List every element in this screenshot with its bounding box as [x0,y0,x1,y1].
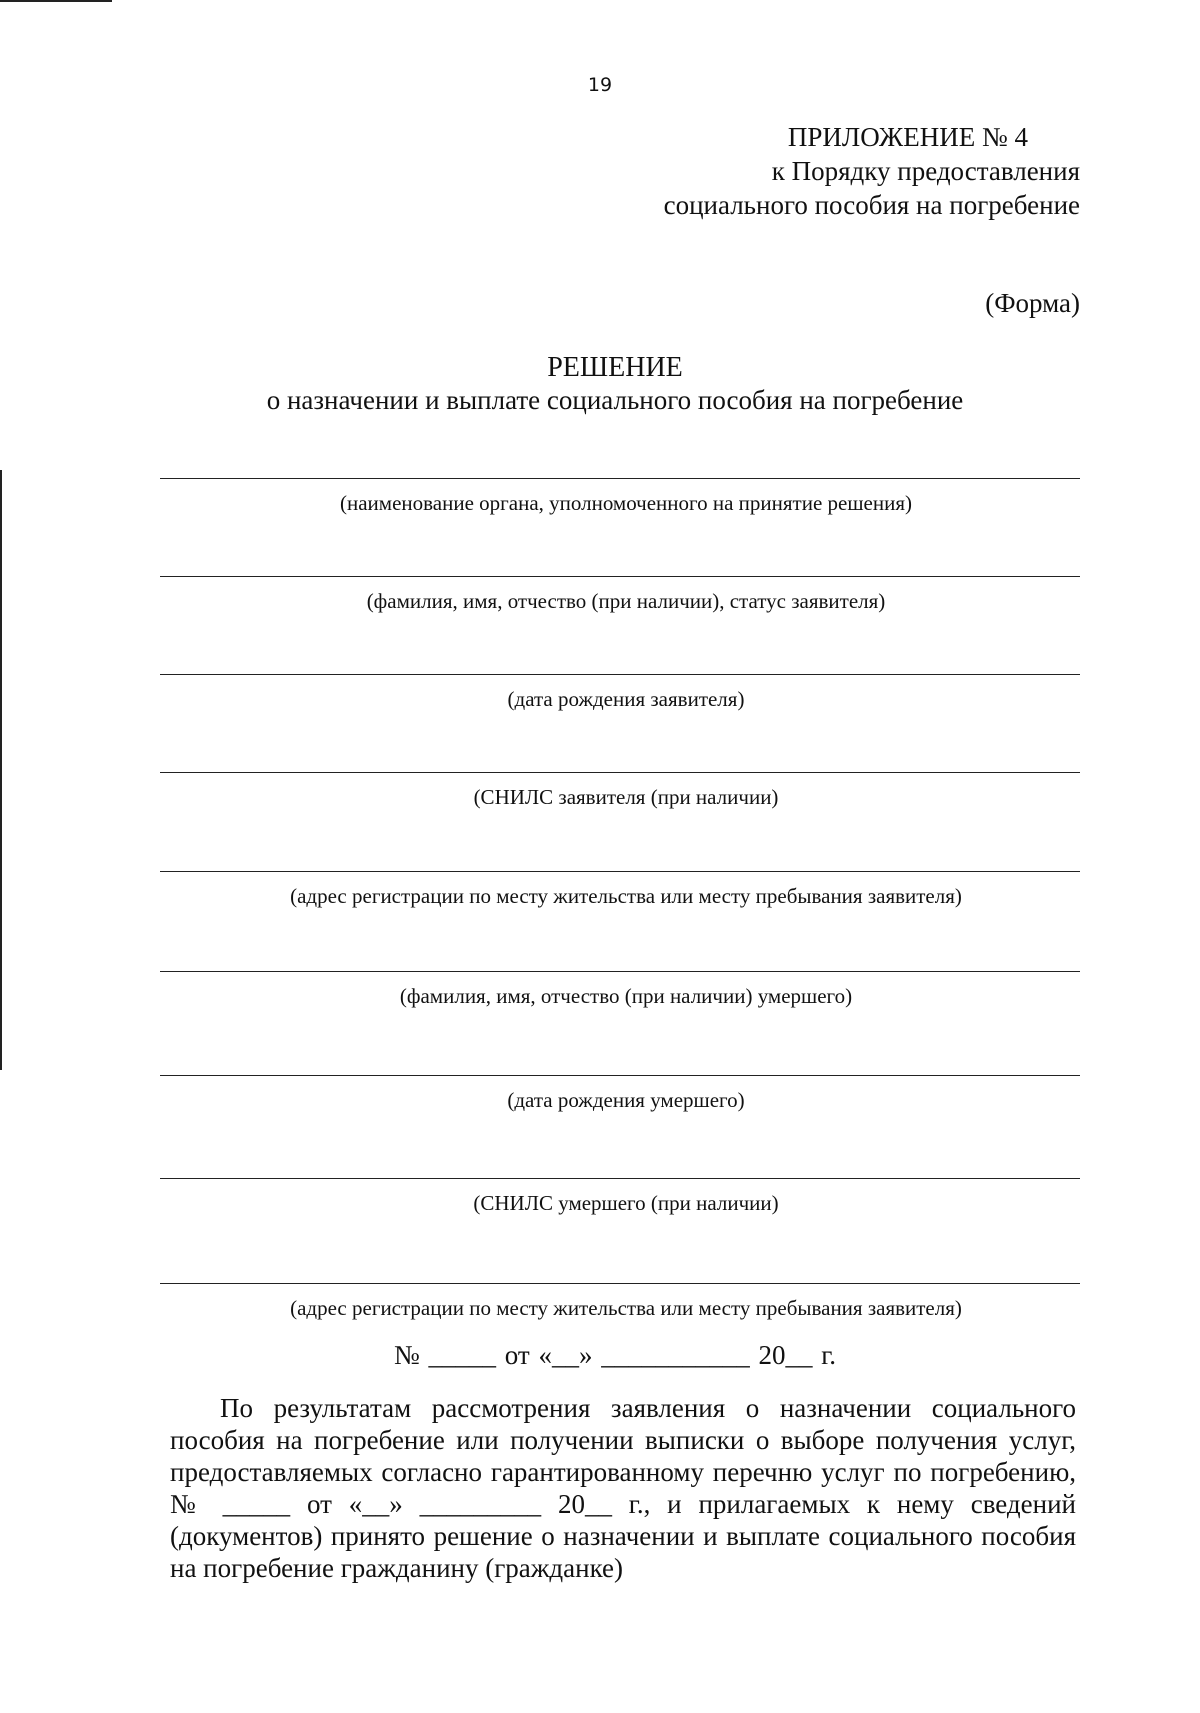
fill-line [160,871,1080,872]
field-caption: (фамилия, имя, отчество (при наличии) умершего) [399,984,853,1008]
fill-line [160,772,1080,773]
decision-number-date-line[interactable]: № _____ от «__» ___________ 20__ г. [394,1340,836,1370]
scan-edge-top [0,0,112,2]
field-caption: (фамилия, имя, отчество (при наличии), статус заявителя) [366,589,886,613]
fill-line [160,674,1080,675]
form-label: (Форма) [985,288,1080,318]
field-applicant-name-status[interactable] [160,576,1080,614]
field-caption: (СНИЛС заявителя (при наличии) [473,785,779,809]
fill-line [160,1178,1080,1179]
document-title: РЕШЕНИЕ [547,352,683,383]
document-subtitle: о назначении и выплате социального пособия на погребение [266,385,964,415]
field-authority-name[interactable] [160,478,1080,516]
field-applicant-snils[interactable] [160,772,1080,810]
field-caption: (адрес регистрации по месту жительства или месту пребывания заявителя) [290,884,962,908]
appendix-reference-line-2: социального пособия на погребение [663,190,1080,220]
fill-line [160,576,1080,577]
field-caption: (наименование органа, уполномоченного на принятие решения) [340,491,912,515]
appendix-reference-line-1: к Порядку предоставления [771,156,1080,186]
field-deceased-birthdate[interactable] [160,1075,1080,1113]
fill-line [160,1283,1080,1284]
field-caption: (дата рождения умершего) [507,1088,745,1112]
fill-line [160,1075,1080,1076]
field-caption: (дата рождения заявителя) [507,687,745,711]
page-number: 19 [587,74,613,96]
field-deceased-name[interactable] [160,971,1080,1009]
field-address-final[interactable] [160,1283,1080,1321]
field-applicant-address[interactable] [160,871,1080,909]
decision-paragraph: По результатам рассмотрения заявления о назначении социального пособия на погребение или получении выписки о выборе получения услуг, предоставляемых согласно гарантированному перечню услуг по погребению, № _____ от «__» _________ 20__ г., и прилагаемых к нему сведений (документов) принято решение о назначении и выплате социального пособия на погребение гражданину (гражданке) [170,1393,1076,1583]
fill-line [160,478,1080,479]
field-caption: (адрес регистрации по месту жительства или месту пребывания заявителя) [290,1296,962,1320]
field-applicant-birthdate[interactable] [160,674,1080,712]
appendix-title: ПРИЛОЖЕНИЕ № 4 [787,122,1028,152]
fill-line [160,971,1080,972]
field-deceased-snils[interactable] [160,1178,1080,1216]
scan-edge-left [0,470,2,1070]
appendix-block [560,120,1080,222]
field-caption: (СНИЛС умершего (при наличии) [473,1191,779,1215]
